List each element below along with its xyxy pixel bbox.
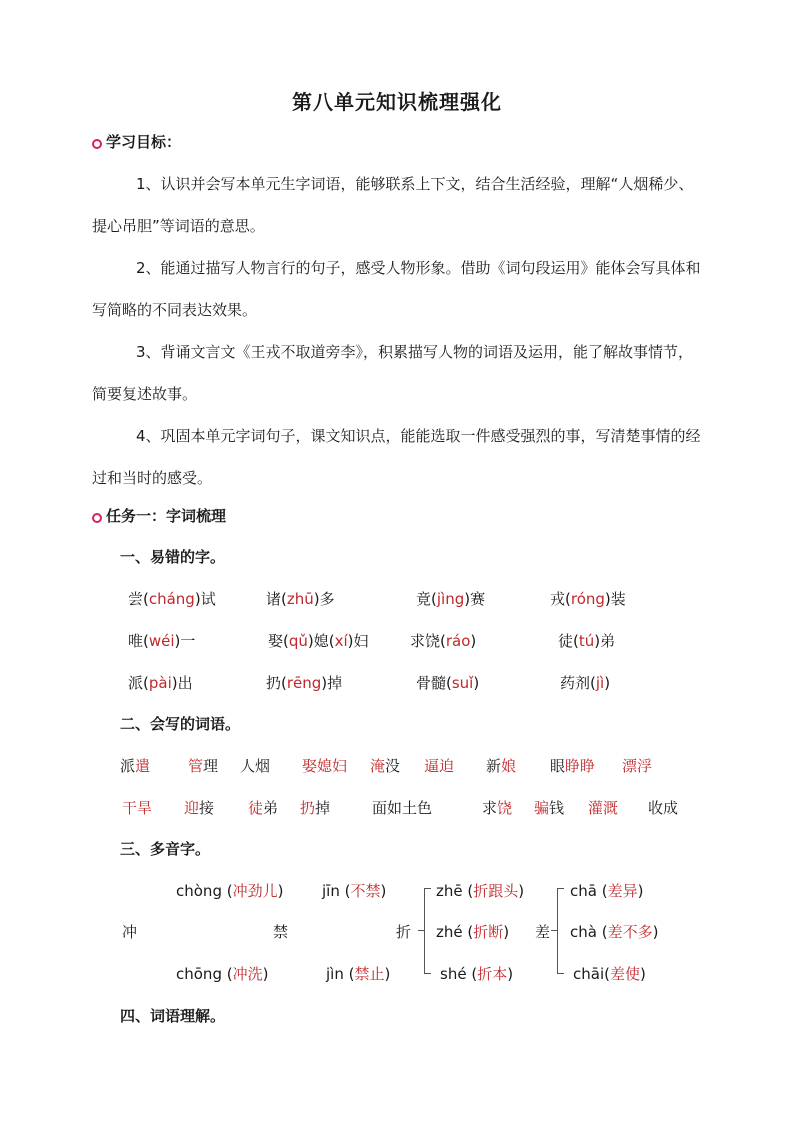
char-pinyin-item: 尝(cháng)试: [128, 590, 216, 608]
char-pinyin-item: 骨髓(suǐ): [416, 674, 480, 692]
word-item: 扔掉: [300, 799, 331, 817]
goals-heading: [92, 131, 181, 152]
char-pinyin-item: 诸(zhū)多: [266, 590, 335, 608]
brace-cha: [557, 888, 564, 974]
brace-cha-tick: [551, 930, 557, 931]
word-item: 人烟: [240, 757, 271, 775]
word-item: 骗钱: [534, 799, 565, 817]
part4-heading: 四、词语理解。: [120, 1007, 226, 1025]
char-pinyin-item: 唯(wéi)一: [128, 632, 196, 650]
goal-item-3: 3、背诵文言文《王戎不取道旁李》，积累描写人物的词语及运用，能了解故事情节，简要复述故事。: [92, 343, 694, 403]
char-pinyin-item: 徒(tú)弟: [558, 632, 616, 650]
circle-bullet-icon: [92, 513, 102, 523]
zhe-reading-3: shé (折本): [440, 965, 514, 983]
chong-reading-2: chōng (冲洗): [176, 965, 269, 983]
part1-heading: 一、易错的字。: [120, 548, 226, 566]
word-item: 逼迫: [424, 757, 455, 775]
word-item: 面如土色: [372, 799, 433, 817]
word-item: 娶媳妇: [302, 757, 348, 775]
char-pinyin-item: 扔(rēng)掉: [266, 674, 343, 692]
cha-reading-2: chà (差不多): [570, 923, 659, 941]
task1-heading-text: 任务一：字词梳理: [106, 507, 227, 525]
char-pinyin-item: 戎(róng)装: [550, 590, 626, 608]
word-item: 迎接: [184, 799, 215, 817]
zhe-char: 折: [396, 923, 412, 941]
circle-bullet-icon: [92, 139, 102, 149]
char-pinyin-item: 求饶(ráo): [410, 632, 477, 650]
word-item: 收成: [648, 799, 679, 817]
word-item: 新娘: [486, 757, 517, 775]
cha-reading-1: chā (差异): [570, 882, 644, 900]
char-pinyin-item: 竟(jìng)赛: [416, 590, 486, 608]
word-item: 徒弟: [248, 799, 279, 817]
jin-char: 禁: [273, 923, 289, 941]
word-item: 淹没: [370, 757, 401, 775]
char-pinyin-item: 派(pài)出: [128, 674, 193, 692]
word-item: 管理: [188, 757, 219, 775]
part3-heading: 三、多音字。: [120, 840, 211, 858]
part2-heading: 二、会写的词语。: [120, 715, 241, 733]
zhe-reading-1: zhē (折跟头): [436, 882, 525, 900]
word-item: 干旱: [122, 799, 153, 817]
zhe-reading-2: zhé (折断): [436, 923, 510, 941]
jin-reading-2: jìn (禁止): [326, 965, 391, 983]
chong-reading-1: chòng (冲劲儿): [176, 882, 284, 900]
word-item: 派遣: [120, 757, 151, 775]
brace-zhe: [424, 888, 431, 974]
char-pinyin-item: 娶(qǔ)媳(xí)妇: [268, 632, 369, 650]
brace-zhe-tick: [418, 930, 424, 931]
word-item: 灌溉: [588, 799, 619, 817]
goals-heading-text: 学习目标：: [106, 133, 182, 151]
jin-reading-1: jīn (不禁): [322, 882, 387, 900]
task1-heading: [92, 505, 226, 526]
cha-char: 差: [535, 923, 551, 941]
page-title: 第八单元知识梳理强化: [292, 90, 502, 114]
cha-reading-3: chāi(差使): [573, 965, 646, 983]
goal-item-1: 1、认识并会写本单元生字词语，能够联系上下文，结合生活经验，理解“人烟稀少、提心吊胆”等词语的意思。: [92, 175, 694, 235]
word-item: 漂浮: [622, 757, 653, 775]
char-pinyin-item: 药剂(jì): [560, 674, 611, 692]
goal-item-2: 2、能通过描写人物言行的句子，感受人物形象。借助《词句段运用》能体会写具体和写简略的不同表达效果。: [92, 259, 701, 319]
chong-char: 冲: [122, 923, 138, 941]
word-item: 求饶: [482, 799, 513, 817]
goal-item-4: 4、巩固本单元字词句子，课文知识点，能能选取一件感受强烈的事，写清楚事情的经过和当时的感受。: [92, 427, 701, 487]
word-item: 眼睁睁: [550, 757, 596, 775]
